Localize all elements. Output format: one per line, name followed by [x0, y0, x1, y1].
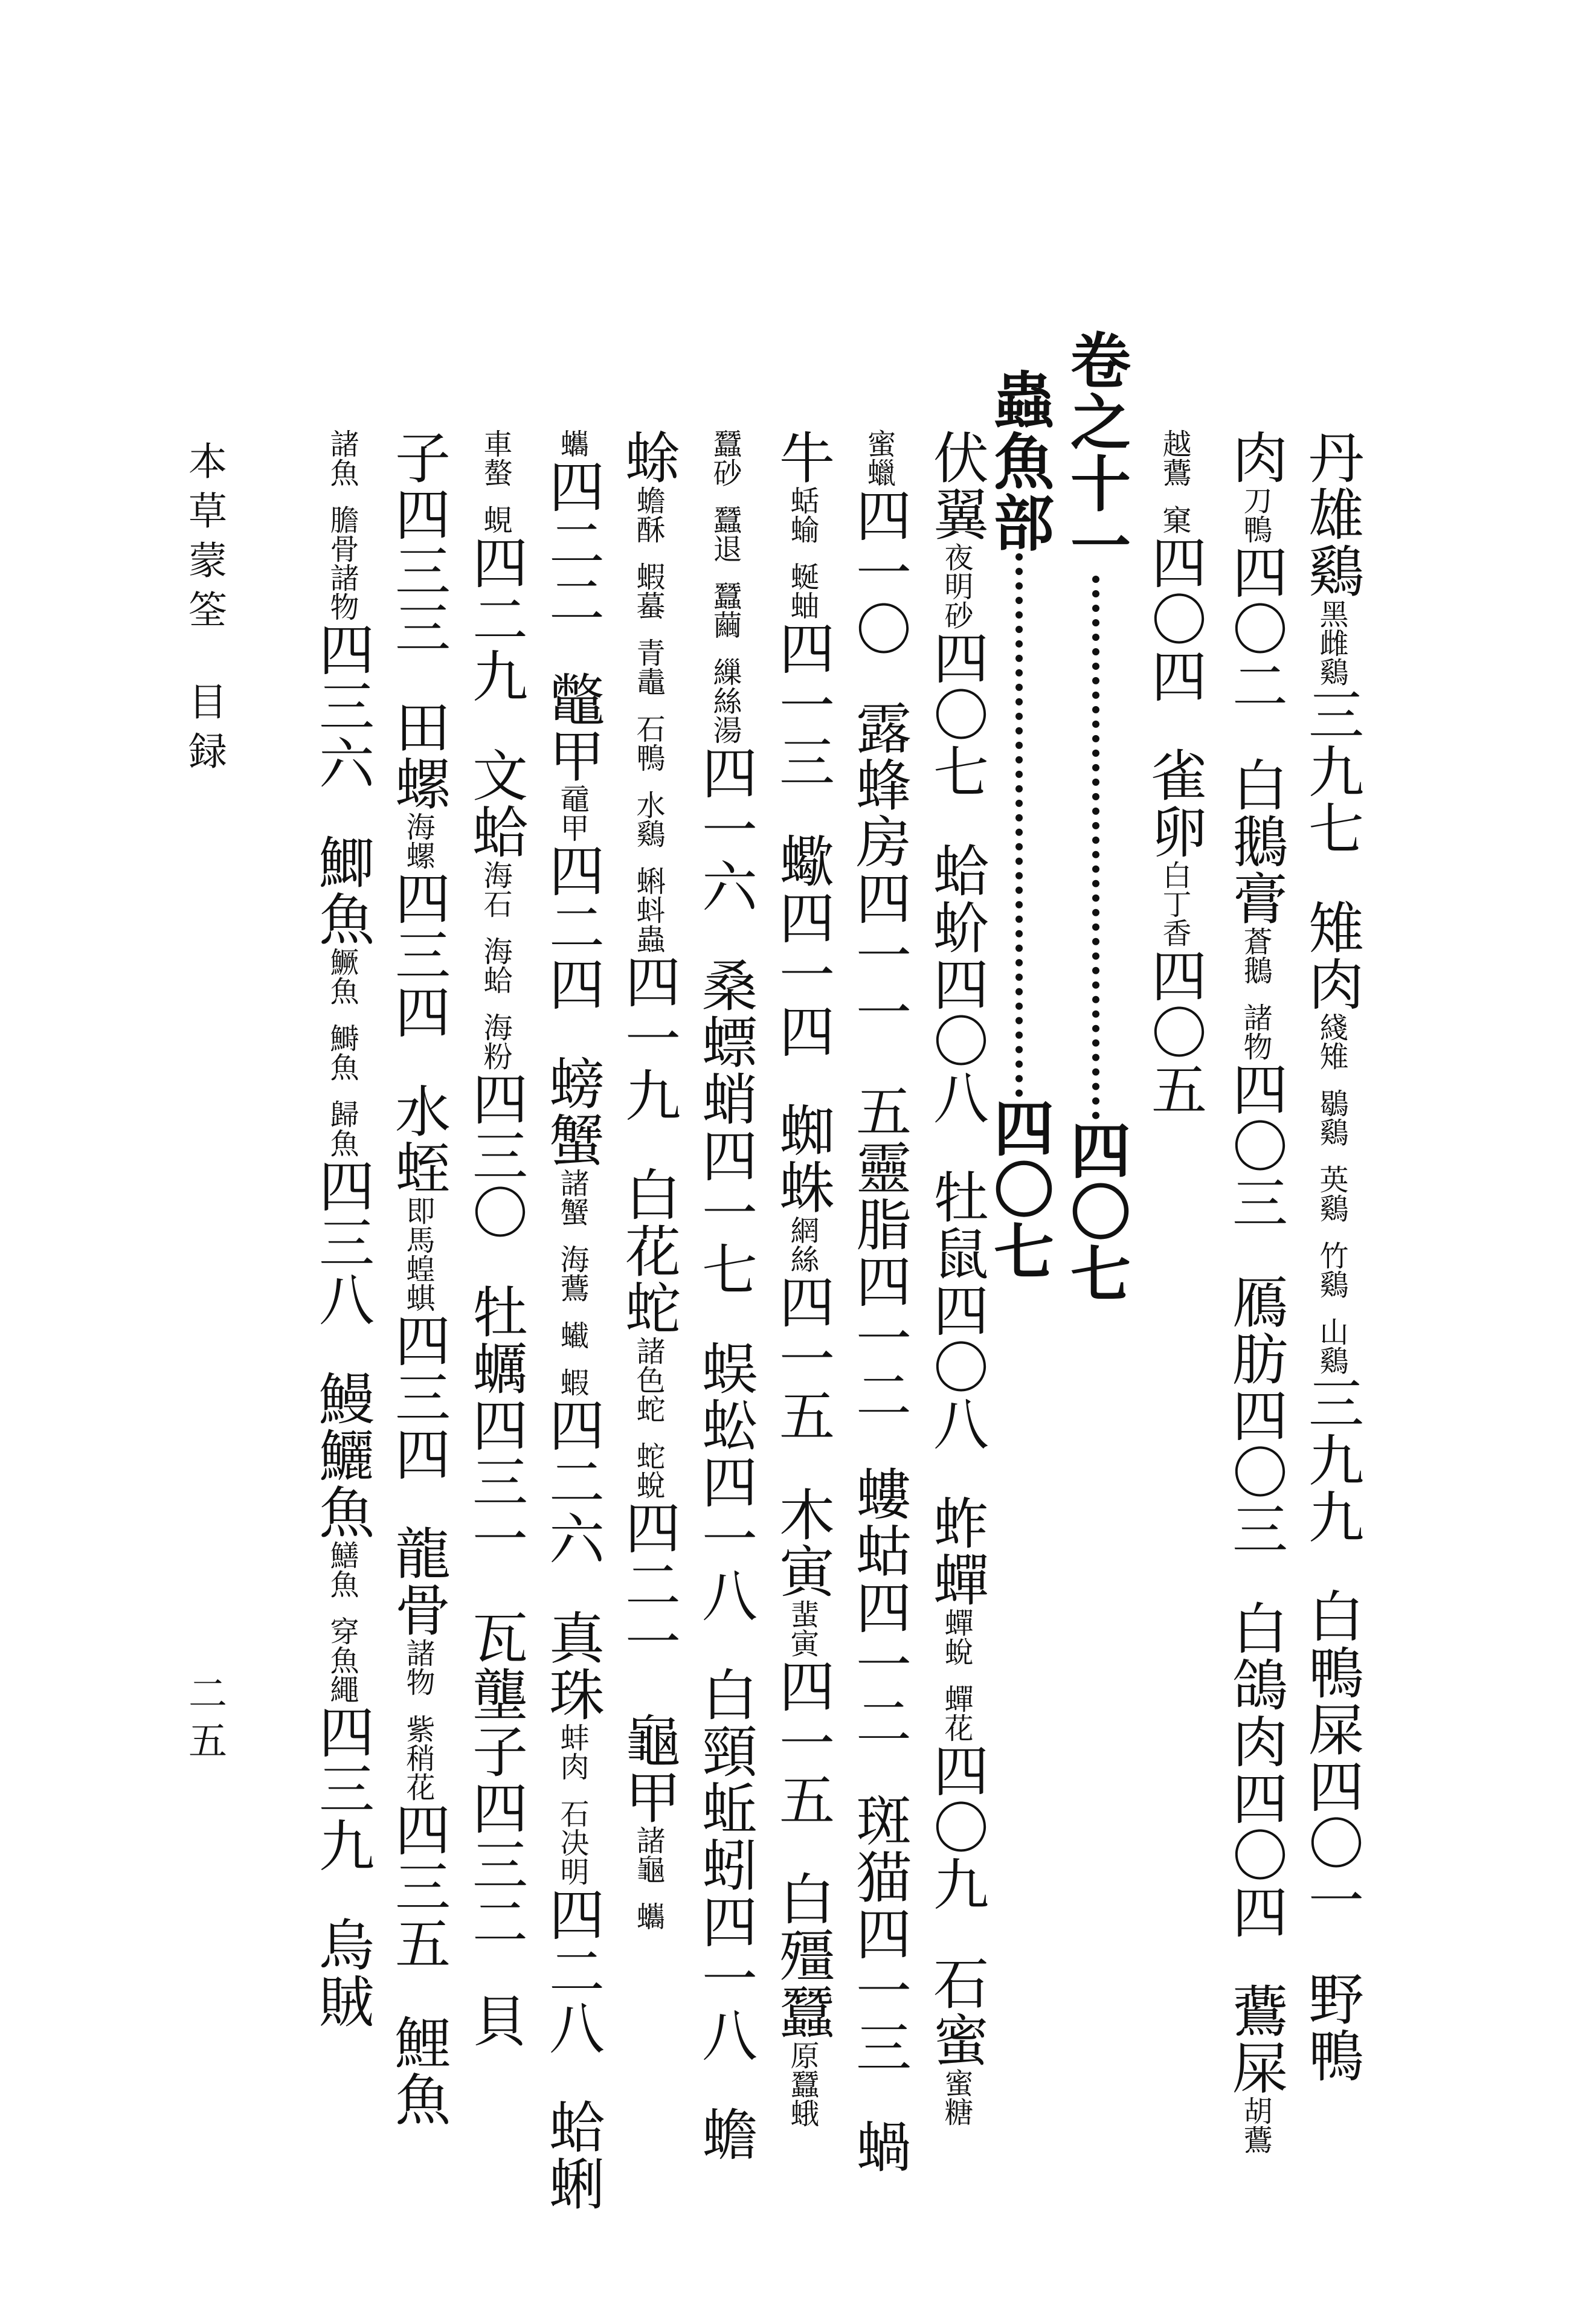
toc-annotation: 網絲 [785, 1215, 819, 1273]
dot-leader [1092, 576, 1099, 1119]
toc-column [1299, 429, 1364, 2084]
toc-column [386, 429, 451, 2127]
toc-entry: 田螺 [386, 698, 451, 812]
toc-entry: 木寅 [770, 1486, 835, 1600]
toc-annotation: 歸魚 [325, 1099, 359, 1157]
toc-annotation: 鶡鷄 [1314, 1088, 1348, 1146]
toc-annotation: 刀鴨 [1238, 486, 1272, 544]
toc-annotation: 諸龜 [631, 1825, 665, 1883]
toc-entry: 四一五 [770, 1658, 835, 1828]
toc-annotation: 蝦蟇 [631, 562, 665, 620]
toc-entry: 蟾 [693, 2106, 758, 2162]
toc-entry: 四〇五 [1142, 947, 1207, 1117]
dot-leader [1015, 553, 1023, 1097]
toc-annotation: 蟾酥 [631, 486, 665, 544]
toc-column [847, 429, 912, 2175]
toc-entry: 四二二 [540, 458, 605, 628]
toc-entry: 四二一 [616, 1499, 681, 1670]
toc-annotation: 繅絲湯 [708, 657, 742, 744]
toc-annotation: 黑雌鷄 [1314, 599, 1348, 686]
toc-annotation: 竹鷄 [1314, 1241, 1348, 1299]
toc-entry: 三九九 [1299, 1375, 1364, 1545]
page-number: 二五 [182, 1673, 227, 1767]
toc-column [1223, 429, 1288, 2154]
toc-entry: 鼈甲 [540, 670, 605, 784]
toc-column [770, 429, 835, 2127]
toc-entry: 四〇七 [983, 1097, 1055, 1282]
toc-entry: 五靈脂四一二 [847, 1082, 912, 1423]
toc-annotation: 蟬花 [939, 1684, 973, 1742]
toc-annotation: 蠶砂 [708, 429, 742, 487]
toc-entry: 四三四 [386, 1312, 451, 1482]
toc-entry: 白鵝膏 [1223, 756, 1288, 927]
toc-annotation: 原蠶蛾 [785, 2040, 819, 2127]
toc-annotation: 諸魚 [325, 429, 359, 487]
toc-annotation: 夜明砂 [939, 542, 973, 629]
toc-column [1142, 429, 1207, 1117]
toc-entry: 四二六 [540, 1397, 605, 1567]
toc-annotation: 蚌肉 [555, 1723, 589, 1781]
toc-column [540, 429, 605, 2212]
toc-entry: 四三九 [310, 1703, 375, 1874]
toc-annotation: 海螺 [401, 812, 435, 870]
toc-entry: 四〇三 [1223, 1061, 1288, 1231]
toc-annotation: 蝌蚪蟲 [631, 866, 665, 953]
toc-annotation: 蠵 [631, 1902, 665, 1931]
toc-annotation: 海蛤 [478, 936, 512, 994]
toc-entry: 四三六 [310, 621, 375, 791]
toc-entry: 四一三 [770, 620, 835, 790]
toc-annotation: 黿甲 [555, 784, 589, 842]
toc-annotation: 英鷄 [1314, 1165, 1348, 1223]
toc-entry: 白頸蚯蚓四一八 [693, 1666, 758, 2063]
toc-entry: 四一六 [693, 744, 758, 915]
toc-annotation: 紫稍花 [401, 1714, 435, 1801]
toc-entry: 四一九 [616, 953, 681, 1124]
toc-entry: 雉肉 [1299, 899, 1364, 1012]
toc-annotation: 膽骨諸物 [325, 505, 359, 621]
toc-entry: 蛤蜊 [540, 2098, 605, 2212]
toc-annotation: 蜜蠟 [862, 429, 896, 487]
toc-entry: 四一〇 [847, 487, 912, 657]
toc-annotation: 海鷰 [555, 1244, 589, 1302]
toc-entry: 四〇二 [1223, 544, 1288, 714]
toc-entry: 四二四 [540, 842, 605, 1012]
toc-entry: 四一五 [770, 1273, 835, 1444]
toc-entry: 四三〇 [463, 1070, 528, 1241]
toc-entry: 四二八 [540, 1886, 605, 2056]
section-label: 目録 [182, 681, 227, 780]
toc-annotation: 車螯 [478, 429, 512, 487]
toc-section-heading [983, 368, 1055, 1282]
toc-annotation: 諸物 [1238, 1003, 1272, 1061]
book-title: 本草蒙筌 [182, 441, 227, 639]
toc-annotation: 越鷰 [1157, 429, 1191, 487]
toc-entry: 桑螵蛸四一七 [693, 957, 758, 1297]
toc-entry: 雀卵 [1142, 747, 1207, 860]
toc-column [616, 429, 681, 1931]
toc-column [693, 429, 758, 2162]
toc-entry: 四〇七 [924, 629, 989, 800]
toc-entry: 子四三三 [386, 429, 451, 656]
toc-entry: 丹雄鷄 [1299, 429, 1364, 599]
page-footer [182, 441, 227, 780]
toc-entry: 四三四 [386, 870, 451, 1040]
toc-entry: 白鴿肉四〇四 [1223, 1600, 1288, 1940]
toc-annotation: 蜜糖 [939, 2068, 973, 2126]
toc-column [463, 429, 528, 2049]
toc-annotation: 蜒蚰 [785, 562, 819, 620]
toc-annotation: 鱖魚 [325, 947, 359, 1005]
toc-annotation: 白丁香 [1157, 860, 1191, 947]
toc-entry: 四三五 [386, 1801, 451, 1972]
toc-annotation: 蒼鵝 [1238, 927, 1272, 985]
toc-entry: 鰻鱺魚 [310, 1370, 375, 1540]
toc-entry: 白殭蠶 [770, 1870, 835, 2040]
toc-entry: 肉 [1223, 429, 1288, 486]
toc-entry: 文蛤 [463, 747, 528, 860]
toc-entry: 瓦壟子四三二 [463, 1609, 528, 1950]
toc-annotation: 蛞蝓 [785, 486, 819, 544]
toc-annotation: 青鼃 [631, 638, 665, 696]
toc-entry: 石蜜 [924, 1955, 989, 2068]
toc-annotation: 諸物 [401, 1638, 435, 1696]
toc-entry: 龜甲 [616, 1712, 681, 1825]
toc-entry: 牛 [770, 429, 835, 486]
toc-annotation: 即馬蝗蜞 [401, 1196, 435, 1312]
toc-annotation: 蠘 [555, 1320, 589, 1349]
toc-entry: 鷰屎 [1223, 1982, 1288, 2096]
toc-column [924, 429, 989, 2126]
toc-entry: 水蛭 [386, 1082, 451, 1196]
toc-entry: 蚱蟬 [924, 1494, 989, 1608]
toc-annotation: 蠵 [555, 429, 589, 458]
toc-entry: 斑猫四一三 [847, 1792, 912, 2076]
toc-entry: 螻蛄四一二 [847, 1465, 912, 1749]
toc-annotation: 諸色蛇 [631, 1336, 665, 1423]
toc-annotation: 蠶繭 [708, 581, 742, 639]
toc-annotation: 鱔魚 [325, 1540, 359, 1598]
toc-annotation: 穿魚繩 [325, 1616, 359, 1703]
toc-entry: 白花蛇 [616, 1166, 681, 1336]
toc-entry: 鴈肪四〇三 [1223, 1273, 1288, 1557]
toc-entry: 野鴨 [1299, 1970, 1364, 2084]
toc-entry: 龍骨 [386, 1525, 451, 1638]
toc-section-heading [1060, 329, 1131, 1304]
toc-entry: 牡鼠四〇八 [924, 1168, 989, 1452]
toc-column [310, 429, 375, 2030]
toc-entry: 鯉魚 [386, 2014, 451, 2127]
toc-entry: 四二九 [463, 534, 528, 704]
toc-entry: 卷之十一 [1060, 329, 1131, 576]
toc-annotation: 蜆 [478, 505, 512, 534]
toc-annotation: 蜚寅 [785, 1600, 819, 1658]
toc-entry: 蛤蚧四〇八 [924, 842, 989, 1126]
toc-annotation: 蠶退 [708, 505, 742, 563]
toc-entry: 烏賊 [310, 1916, 375, 2030]
toc-annotation: 山鷄 [1314, 1317, 1348, 1375]
toc-annotation: 石决明 [555, 1799, 589, 1886]
toc-annotation: 海粉 [478, 1012, 512, 1070]
toc-annotation: 胡鷰 [1238, 2096, 1272, 2154]
toc-annotation: 蟬蛻 [939, 1608, 973, 1666]
toc-entry: 蟲魚部 [983, 368, 1055, 553]
toc-entry: 鯽魚 [310, 834, 375, 947]
toc-entry: 真珠 [540, 1609, 605, 1723]
toc-annotation: 諸蟹 [555, 1168, 589, 1226]
toc-entry: 蜘蛛 [770, 1102, 835, 1215]
toc-entry: 露蜂房四一一 [847, 699, 912, 1040]
toc-annotation: 水鷄 [631, 790, 665, 848]
toc-entry: 蜈蚣四一八 [693, 1340, 758, 1624]
toc-entry: 螃蟹 [540, 1055, 605, 1168]
toc-annotation: 蛇蛻 [631, 1441, 665, 1499]
toc-entry: 蠍四一四 [770, 832, 835, 1059]
toc-entry: 牡蠣四三一 [463, 1283, 528, 1567]
toc-entry: 蝸 [847, 2118, 912, 2175]
toc-entry: 伏翼 [924, 429, 989, 542]
toc-entry: 四〇九 [924, 1742, 989, 1912]
toc-annotation: 綫雉 [1314, 1012, 1348, 1070]
toc-entry: 四〇七 [1060, 1119, 1131, 1304]
toc-entry: 白鴨屎四〇一 [1299, 1587, 1364, 1928]
toc-entry: 四〇四 [1142, 534, 1207, 704]
toc-entry: 貝 [463, 1992, 528, 2049]
toc-entry: 三九七 [1299, 686, 1364, 857]
toc-annotation: 蝦 [555, 1368, 589, 1397]
toc-annotation: 鰣魚 [325, 1023, 359, 1081]
toc-entry: 四三八 [310, 1157, 375, 1328]
toc-annotation: 窠 [1157, 505, 1191, 534]
toc-annotation: 海石 [478, 860, 512, 918]
toc-entry: 蜍 [616, 429, 681, 486]
toc-annotation: 石鴨 [631, 714, 665, 772]
